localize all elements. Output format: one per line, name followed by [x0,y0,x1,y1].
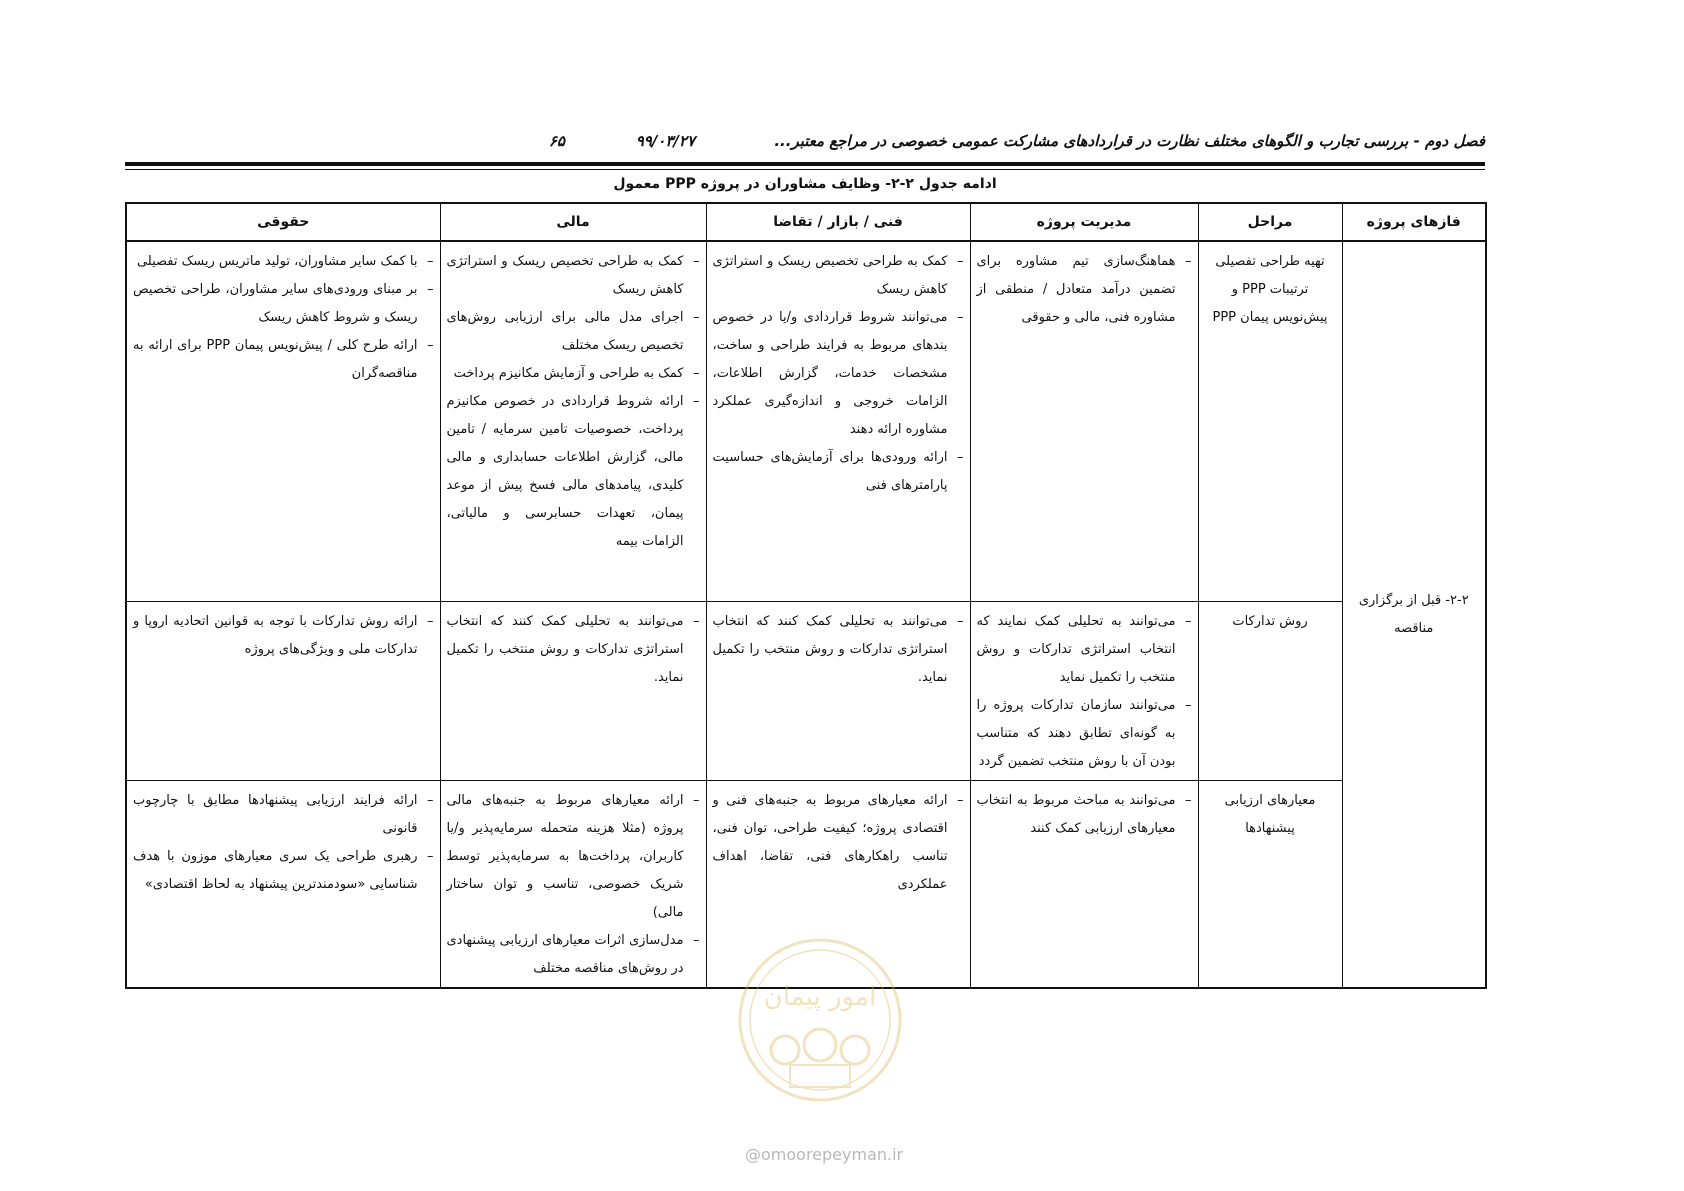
table-header-row [126,203,1486,241]
item-text: ارائه معیارهای مربوط به جنبه‌های مالی پروژه (مثلا هزینه متحمله سرمایه‌پذیر و/یا کاربران، پرداخت‌ها به سرمایه‌پذیر توسط شریک خصوصی، تناسب و توان ساختار مالی) [446,792,684,920]
column-header: مالی [440,203,706,241]
header-date: ۹۹/۰۳/۲۷ [635,132,695,150]
dash-bullet: – [693,254,700,269]
item-text: می‌توانند به تحلیلی کمک کنند که انتخاب استراتژی تدارکات و روش منتخب را تکمیل نماید. [446,613,684,685]
watermark-site: @omoorepeyman.ir [745,1145,904,1164]
item-text: هماهنگ‌سازی تیم مشاوره برای تضمین درآمد متعادل / منطقی از مشاوره فنی، مالی و حقوقی [976,254,1176,325]
dash-bullet: – [957,254,964,269]
item-text: رهبری طراحی یک سری معیارهای موزون با هدف شناسایی «سودمندترین پیشنهاد به لحاظ اقتصادی» [133,848,418,892]
item-text: ارائه معیارهای مربوط به جنبه‌های فنی و اقتصادی پروژه؛ کیفیت طراحی، توان فنی، تناسب راهکارهای فنی، تقاضا، اهداف عملکردی [712,792,948,892]
financial-list [447,248,700,556]
item-text: با کمک سایر مشاوران، تولید ماتریس ریسک تفصیلی [136,254,418,269]
dash-bullet: – [693,394,700,409]
item-text: اجرای مدل مالی برای ارزیابی روش‌های تخصیص ریسک مختلف [446,310,684,353]
table-row [126,601,1486,780]
legal-cell [126,241,440,601]
management-list [977,248,1192,332]
column-header: فازهای پروژه [1342,203,1486,241]
technical-cell [706,601,970,780]
phase-cell: ۲-۲- قبل از برگزاری مناقصه [1342,241,1486,988]
item-text: ارائه طرح کلی / پیش‌نویس پیمان PPP برای ارائه به مناقصه‌گران [133,338,418,381]
dash-bullet: – [1185,792,1192,808]
management-list [977,608,1192,776]
list-item [447,927,700,983]
legal-list [133,248,434,388]
consultants-duties-table [125,202,1487,989]
list-item [447,787,700,927]
stage-cell: روش تدارکات [1198,601,1342,780]
technical-list [713,608,964,692]
page-number: ۶۵ [548,132,565,150]
table-caption: ادامه جدول ۲-۲- وظایف مشاوران در پروژه PPP معمول [613,176,997,192]
list-item [977,248,1192,332]
dash-bullet: – [427,282,434,297]
column-header: فنی / بازار / تقاضا [706,203,970,241]
financial-cell [440,241,706,601]
item-text: ارائه روش تدارکات با توجه به قوانین اتحادیه اروپا و تدارکات ملی و ویژگی‌های پروژه [133,613,418,657]
header-rule-thick [125,162,1485,166]
dash-bullet: – [693,366,700,381]
item-text: کمک به طراحی و آزمایش مکانیزم پرداخت [453,366,684,381]
dash-bullet: – [1185,254,1192,269]
management-cell [970,780,1198,988]
legal-list [133,787,434,899]
technical-list [713,787,964,899]
list-item [133,248,434,276]
svg-text:امور پیمان: امور پیمان [763,982,877,1012]
stage-cell: معیارهای ارزیابی پیشنهادها [1198,780,1342,988]
item-text: مدل‌سازی اثرات معیارهای ارزیابی پیشنهادی در روش‌های مناقصه مختلف [446,932,684,976]
dash-bullet: – [693,613,700,629]
dash-bullet: – [427,613,434,629]
dash-bullet: – [693,310,700,325]
financial-cell [440,780,706,988]
list-item [133,787,434,843]
management-list [977,787,1192,843]
item-text: کمک به طراحی تخصیص ریسک و استراتژی کاهش ریسک [712,254,948,297]
list-item [133,276,434,332]
dash-bullet: – [427,792,434,808]
dash-bullet: – [693,932,700,948]
list-item [447,360,700,388]
item-text: می‌توانند به تحلیلی کمک نمایند که انتخاب استراتژی تدارکات و روش منتخب را تکمیل نماید [976,613,1176,685]
item-text: ارائه شروط قراردادی در خصوص مکانیزم پرداخت، خصوصیات تامین سرمایه / تامین مالی، گزارش اطلاعات حسابداری و مالی کلیدی، پیامدهای مالی فسخ پیش از موعد پیمان، تعهدات حسابرسی و مالیاتی، الزامات بیمه [446,394,684,549]
item-text: می‌توانند شروط قراردادی و/یا در خصوص بندهای مربوط به فرایند طراحی و ساخت، مشخصات خدمات، گزارش اطلاعات، الزامات خروجی و اندازه‌گیری عملکرد مشاوره ارائه دهند [712,310,948,437]
item-text: کمک به طراحی تخصیص ریسک و استراتژی کاهش ریسک [446,254,684,297]
column-header: حقوقی [126,203,440,241]
list-item [447,388,700,556]
list-item [447,248,700,304]
list-item [447,608,700,692]
item-text: بر مبنای ورودی‌های سایر مشاوران، طراحی تخصیص ریسک و شروط کاهش ریسک [133,282,418,325]
item-text: می‌توانند به تحلیلی کمک کنند که انتخاب استراتژی تدارکات و روش منتخب را تکمیل نماید. [712,613,948,685]
list-item [977,608,1192,692]
header-rule-thin [125,169,1485,170]
financial-cell [440,601,706,780]
management-cell [970,241,1198,601]
list-item [713,248,964,304]
legal-list [133,608,434,664]
dash-bullet: – [1185,697,1192,713]
list-item [713,304,964,444]
item-text: ارائه فرایند ارزیابی پیشنهادها مطابق با چارچوب قانونی [133,792,418,836]
list-item [133,843,434,899]
list-item [447,304,700,360]
item-text: می‌توانند به مباحث مربوط به انتخاب معیارهای ارزیابی کمک کنند [976,792,1176,836]
list-item [713,444,964,500]
legal-cell [126,780,440,988]
column-header: مراحل [1198,203,1342,241]
stage-cell: تهیه طراحی تفصیلی ترتیبات PPP و پیش‌نویس پیمان PPP [1198,241,1342,601]
chapter-title: فصل دوم - بررسی تجارب و الگوهای مختلف نظارت در قراردادهای مشارکت عمومی خصوصی در مراجع معتبر... [774,132,1485,150]
list-item [713,787,964,899]
financial-list [447,787,700,983]
dash-bullet: – [427,254,434,269]
financial-list [447,608,700,692]
item-text: می‌توانند سازمان تدارکات پروژه را به گونه‌ای تطابق دهند که متناسب بودن آن با روش منتخب تضمین گردد [976,697,1176,769]
list-item [713,608,964,692]
list-item [133,608,434,664]
dash-bullet: – [693,792,700,808]
list-item [977,692,1192,776]
page-header [125,128,1485,158]
list-item [977,787,1192,843]
table-row [126,241,1486,601]
dash-bullet: – [957,310,964,325]
dash-bullet: – [957,450,964,465]
column-header: مدیریت پروژه [970,203,1198,241]
legal-cell [126,601,440,780]
dash-bullet: – [957,613,964,629]
technical-cell [706,241,970,601]
dash-bullet: – [427,848,434,864]
management-cell [970,601,1198,780]
dash-bullet: – [1185,613,1192,629]
item-text: ارائه ورودی‌ها برای آزمایش‌های حساسیت پارامترهای فنی [712,450,948,493]
list-item [133,332,434,388]
dash-bullet: – [427,338,434,353]
dash-bullet: – [957,792,964,808]
technical-list [713,248,964,500]
watermark-logo [735,935,905,1105]
